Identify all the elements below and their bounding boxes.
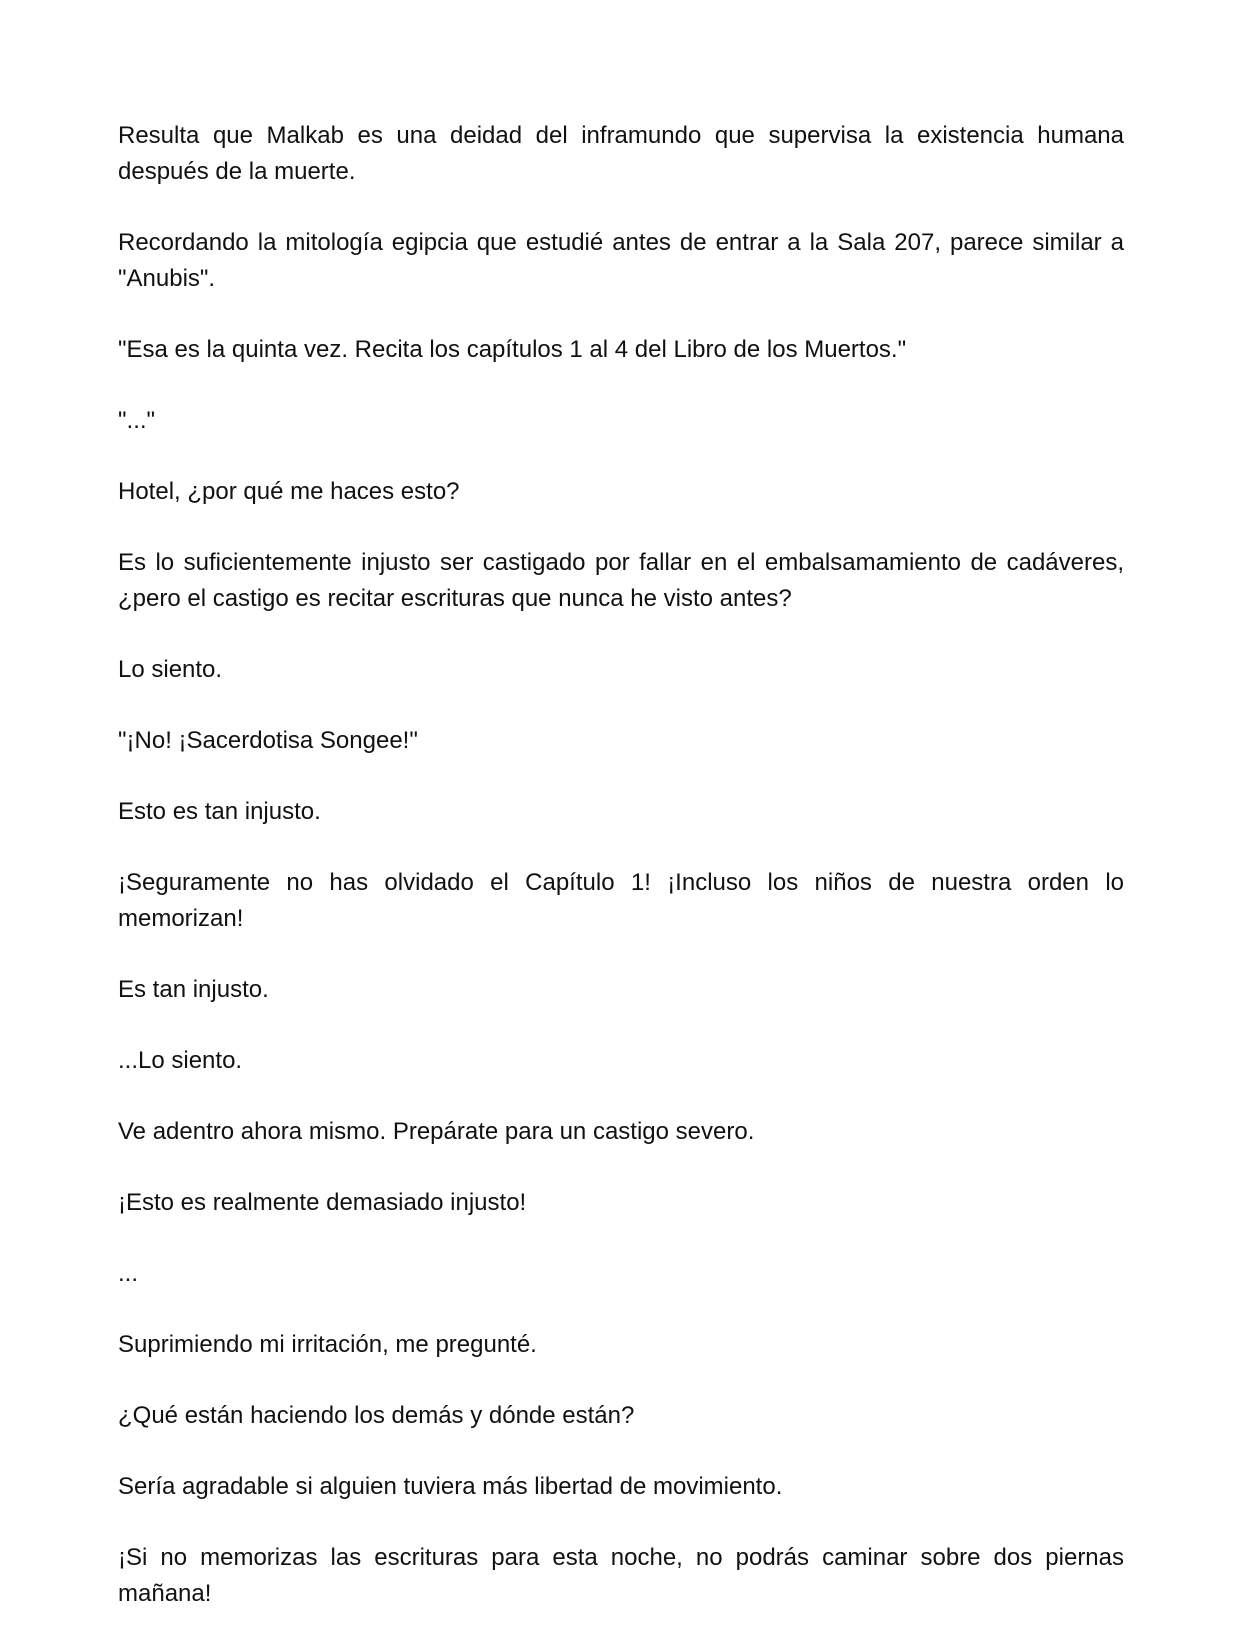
paragraph-8: "¡No! ¡Sacerdotisa Songee!" — [118, 727, 418, 754]
paragraph-18: Sería agradable si alguien tuviera más libertad de movimiento. — [118, 1473, 783, 1500]
paragraph-11: Es tan injusto. — [118, 976, 269, 1003]
paragraph-10: ¡Seguramente no has olvidado el Capítulo 1! ¡Incluso los niños de nuestra orden lo memorizan! — [118, 869, 1124, 932]
document-body — [118, 118, 1124, 1647]
paragraph-12: ...Lo siento. — [118, 1047, 243, 1074]
paragraph-19: ¡Si no memorizas las escrituras para esta noche, no podrás caminar sobre dos piernas mañana! — [118, 1544, 1124, 1607]
paragraph-6: Es lo suficientemente injusto ser castigado por fallar en el embalsamamiento de cadáveres, ¿pero el castigo es recitar escrituras que nunca he visto antes? — [118, 549, 1124, 612]
paragraph-15: ... — [118, 1260, 139, 1287]
paragraph-1: Resulta que Malkab es una deidad del inframundo que supervisa la existencia humana después de la muerte. — [118, 122, 1124, 185]
paragraph-17: ¿Qué están haciendo los demás y dónde están? — [118, 1402, 635, 1429]
paragraph-4: "..." — [118, 407, 156, 434]
paragraph-2: Recordando la mitología egipcia que estudié antes de entrar a la Sala 207, parece similar a "Anubis". — [118, 229, 1124, 292]
paragraph-5: Hotel, ¿por qué me haces esto? — [118, 478, 460, 505]
paragraph-16: Suprimiendo mi irritación, me pregunté. — [118, 1331, 537, 1358]
paragraph-14: ¡Esto es realmente demasiado injusto! — [118, 1189, 527, 1216]
paragraph-13: Ve adentro ahora mismo. Prepárate para un castigo severo. — [118, 1118, 755, 1145]
paragraph-3: "Esa es la quinta vez. Recita los capítulos 1 al 4 del Libro de los Muertos." — [118, 336, 907, 363]
paragraph-9: Esto es tan injusto. — [118, 798, 321, 825]
paragraph-7: Lo siento. — [118, 656, 223, 683]
